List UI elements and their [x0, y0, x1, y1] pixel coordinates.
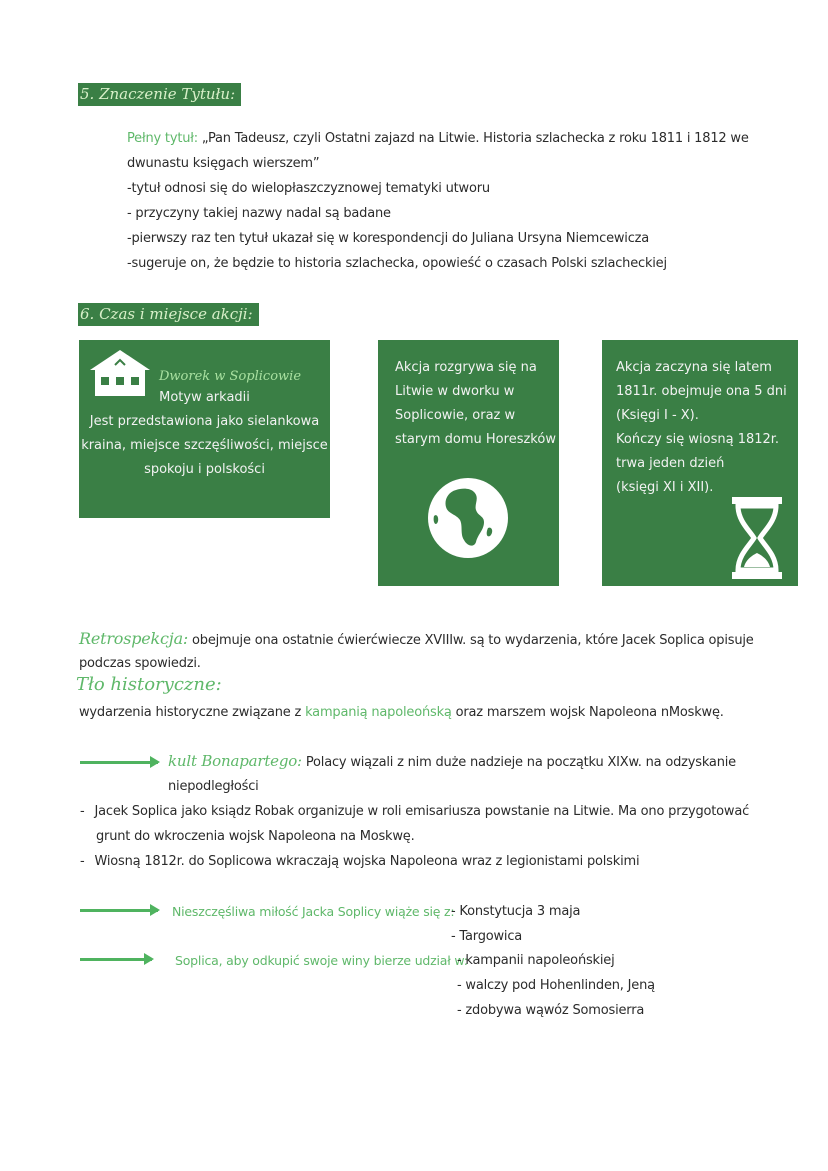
milosc-label: Nieszczęśliwa miłość Jacka Soplicy wiąże się z: [172, 904, 455, 919]
kult-arrow-icon [80, 761, 158, 764]
time-line-3: (Księgi I - X). [616, 408, 699, 423]
manor-title: Dworek w Soplicowie [159, 369, 302, 384]
wina-label: Soplica, aby odkupić swoje winy bierze udział w: [175, 953, 468, 968]
place-line-2: Litwie w dworku w [395, 384, 515, 399]
full-title-line-2: dwunastu księgach wierszem” [127, 156, 320, 171]
kult-bullet-1-cont: grunt do wkroczenia wojsk Napoleona na Moskwę. [96, 829, 415, 844]
kult-bullet-2 [80, 849, 639, 874]
wina-item-1: - kampanii napoleońskiej [457, 953, 615, 968]
history-pre: wydarzenia historyczne związane z [79, 705, 306, 720]
title-point-3: -pierwszy raz ten tytuł ukazał się w korespondencji do Juliana Ursyna Niemcewicza [127, 231, 650, 246]
milosc-arrow-icon [80, 909, 158, 912]
kult-label: kult Bonapartego: [168, 752, 302, 770]
time-line-6: (księgi XI i XII). [616, 480, 714, 495]
milosc-item-2: - Targowica [451, 929, 523, 944]
title-point-1: -tytuł odnosi się do wielopłaszczyznowej tematyki utworu [127, 181, 490, 196]
manor-line-4: spokoju i polskości [144, 462, 265, 477]
place-line-3: Soplicowie, oraz w [395, 408, 516, 423]
retro-label: Retrospekcja: [79, 629, 189, 648]
wina-item-3: - zdobywa wąwóz Somosierra [457, 1003, 645, 1018]
time-text [616, 356, 787, 500]
kult-bullet-2-text: Wiosną 1812r. do Soplicowa wkraczają wojska Napoleona wraz z legionistami polskimi [94, 854, 640, 869]
kult-text: Polacy wiązali z nim duże nadzieje na początku XIXw. na odzyskanie [301, 755, 736, 770]
place-line-1: Akcja rozgrywa się na [395, 360, 537, 375]
bullet-dash: - [80, 804, 85, 819]
history-highlight: kampanią napoleońską [305, 705, 452, 720]
time-line-1: Akcja zaczyna się latem [616, 360, 772, 375]
setting-box-time [602, 340, 798, 586]
history-line [79, 700, 724, 725]
setting-box-manor [79, 340, 330, 518]
globe-icon [426, 476, 510, 560]
time-line-4: Kończy się wiosną 1812r. [616, 432, 780, 447]
bullet-dash: - [80, 854, 85, 869]
title-point-4: -sugeruje on, że będzie to historia szlachecka, opowieść o czasach Polski szlacheckiej [127, 256, 667, 271]
section-5-heading: 5. Znaczenie Tytułu: [78, 83, 241, 106]
manor-line-2: Jest przedstawiona jako sielankowa [89, 414, 320, 429]
kult-bullet-1-text: Jacek Soplica jako ksiądz Robak organizuje w roli emisariusza powstanie na Litwie. Ma ono przygotować [94, 804, 750, 819]
section-6-heading: 6. Czas i miejsce akcji: [78, 303, 259, 326]
history-label: Tło historyczne: [76, 674, 222, 695]
place-text [395, 356, 556, 452]
manor-text [79, 386, 330, 482]
history-post: oraz marszem wojsk Napoleona nMoskwę. [451, 705, 724, 720]
full-title-label: Pełny tytuł: [127, 131, 198, 146]
full-title-text: „Pan Tadeusz, czyli Ostatni zajazd na Litwie. Historia szlachecka z roku 1811 i 1812 we [197, 131, 749, 146]
retro-line-1 [79, 626, 754, 653]
place-line-4: starym domu Horeszków [395, 432, 556, 447]
wina-arrow-icon [80, 958, 152, 961]
full-title-line-1 [127, 126, 749, 151]
kult-line-2: niepodległości [168, 779, 259, 794]
title-point-2: - przyczyny takiej nazwy nadal są badane [127, 206, 391, 221]
retro-text: obejmuje ona ostatnie ćwierćwiecze XVIIIw. są to wydarzenia, które Jacek Soplica opisuje [188, 633, 754, 648]
milosc-item-1: - Konstytucja 3 maja [451, 904, 581, 919]
setting-box-place [378, 340, 559, 586]
kult-line-1 [168, 749, 736, 775]
time-line-2: 1811r. obejmuje ona 5 dni [616, 384, 787, 399]
manor-line-1: Motyw arkadii [159, 390, 250, 405]
retro-line-2: podczas spowiedzi. [79, 656, 201, 671]
time-line-5: trwa jeden dzień [616, 456, 725, 471]
manor-line-3: kraina, miejsce szczęśliwości, miejsce [81, 438, 328, 453]
kult-bullet-1 [80, 799, 749, 824]
hourglass-icon [730, 495, 784, 581]
wina-item-2: - walczy pod Hohenlinden, Jeną [457, 978, 655, 993]
